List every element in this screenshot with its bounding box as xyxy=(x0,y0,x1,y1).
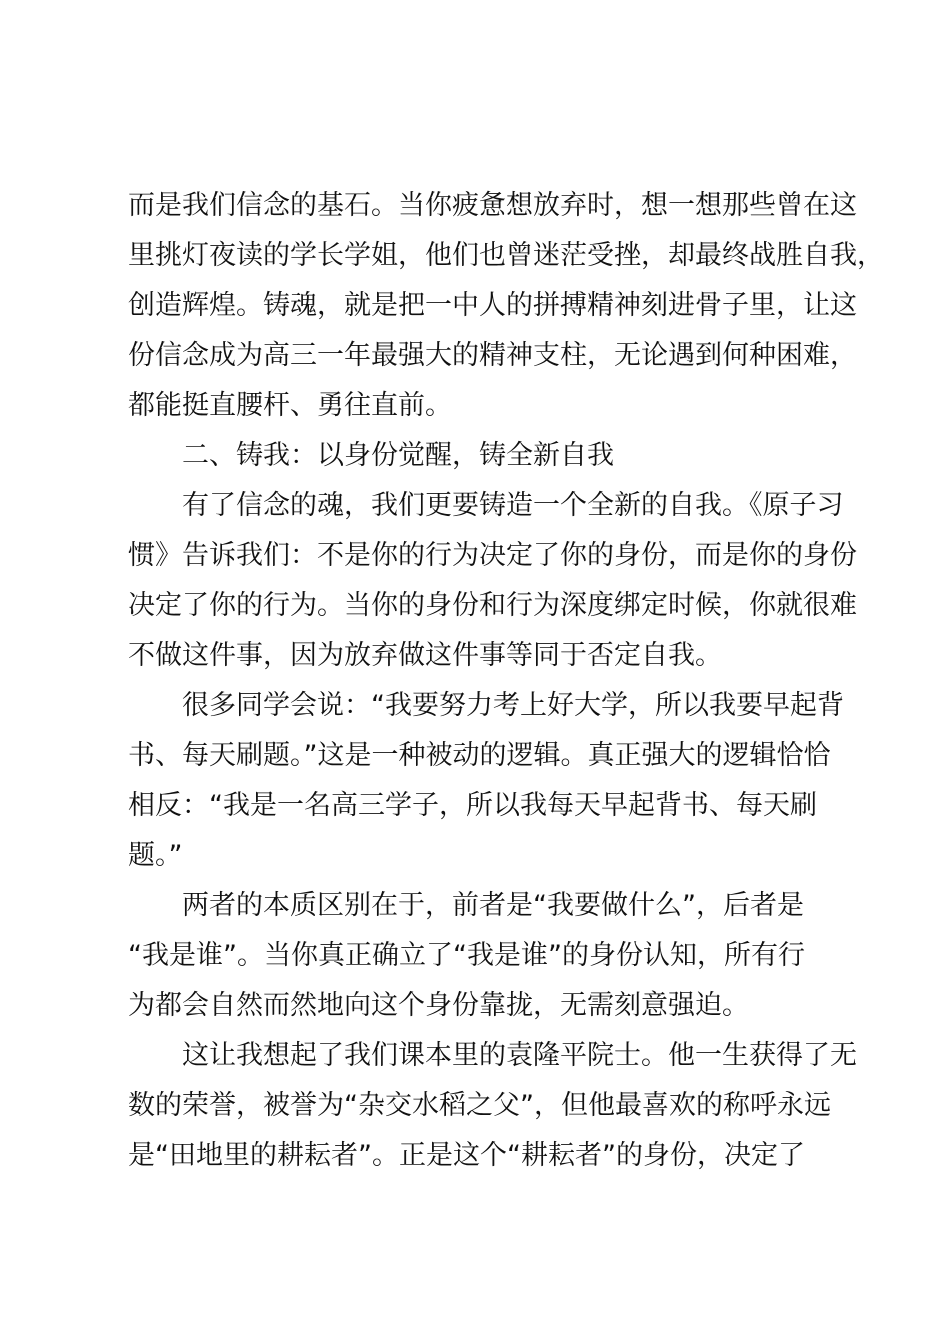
text-line: 很多同学会说：“我要努力考上好大学，所以我要早起背 xyxy=(182,690,844,721)
text-line: 是“田地里的耕耘者”。正是这个“耕耘者”的身份，决定了 xyxy=(128,1140,805,1171)
text-line: 创造辉煌。铸魂，就是把一中人的拼搏精神刻进骨子里，让这 xyxy=(128,290,857,321)
text-line: 里挑灯夜读的学长学姐，他们也曾迷茫受挫，却最终战胜自我， xyxy=(128,240,884,271)
text-line: 不做这件事，因为放弃做这件事等同于否定自我。 xyxy=(128,640,722,671)
text-line: 相反：“我是一名高三学子，所以我每天早起背书、每天刷 xyxy=(128,790,817,821)
text-line: 份信念成为高三一年最强大的精神支柱，无论遇到何种困难， xyxy=(128,340,857,371)
text-line: 有了信念的魂，我们更要铸造一个全新的自我。《原子习 xyxy=(182,490,844,521)
text-line: 两者的本质区别在于，前者是“我要做什么”，后者是 xyxy=(182,890,804,921)
text-line: 而是我们信念的基石。当你疲惫想放弃时，想一想那些曾在这 xyxy=(128,190,857,221)
text-line: 决定了你的行为。当你的身份和行为深度绑定时候，你就很难 xyxy=(128,590,857,621)
text-line: “我是谁”。当你真正确立了“我是谁”的身份认知，所有行 xyxy=(128,940,805,971)
text-line: 数的荣誉，被誉为“杂交水稻之父”，但他最喜欢的称呼永远 xyxy=(128,1090,831,1121)
document-body xyxy=(128,181,884,1181)
text-line: 书、每天刷题。”这是一种被动的逻辑。真正强大的逻辑恰恰 xyxy=(128,740,831,771)
text-line: 为都会自然而然地向这个身份靠拢，无需刻意强迫。 xyxy=(128,990,749,1021)
text-line: 都能挺直腰杆、勇往直前。 xyxy=(128,390,452,421)
text-line: 惯》告诉我们：不是你的行为决定了你的身份，而是你的身份 xyxy=(128,540,857,571)
section-heading: 二、铸我：以身份觉醒，铸全新自我 xyxy=(182,440,614,471)
text-line: 题。” xyxy=(128,840,183,871)
text-line: 这让我想起了我们课本里的袁隆平院士。他一生获得了无 xyxy=(182,1040,857,1071)
